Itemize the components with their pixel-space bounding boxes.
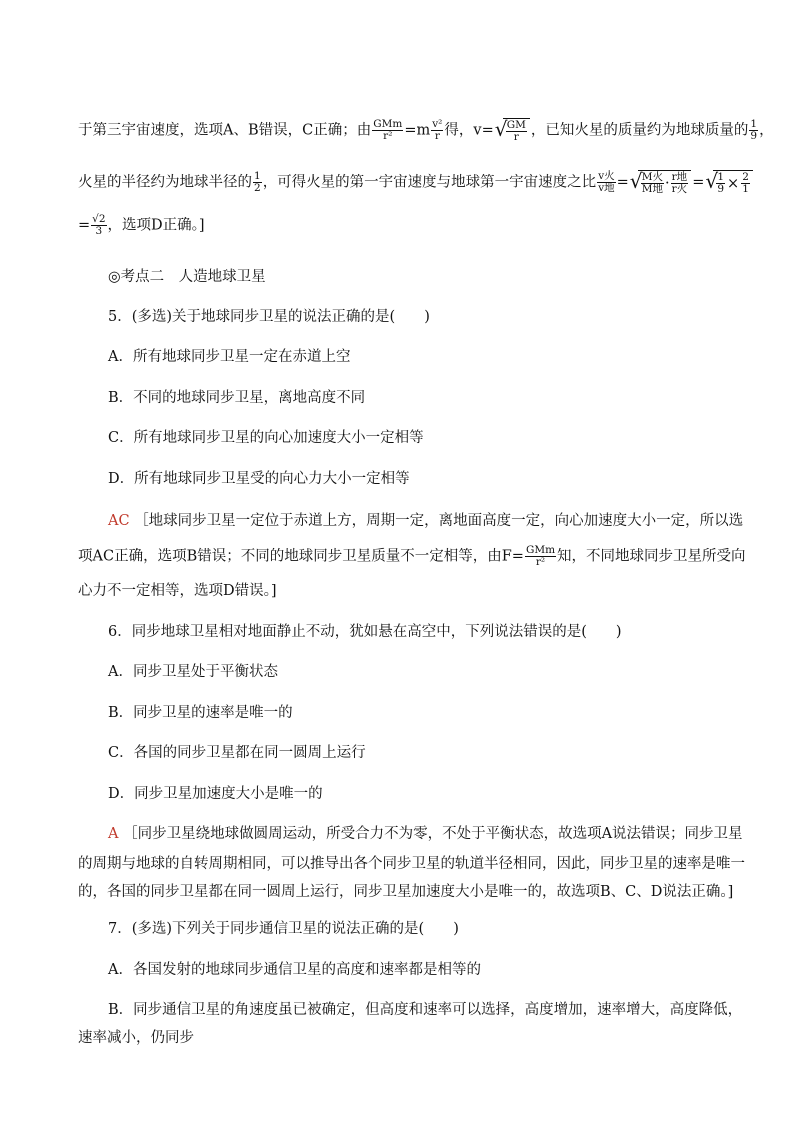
numerator: √2: [92, 213, 106, 225]
fraction: [741, 172, 750, 195]
square-root: √ $\frac{1}{9}$ × $\frac{2}{1}$: [705, 170, 753, 195]
question-6-option-a: A．同步卫星处于平衡状态: [108, 664, 278, 680]
numerator: 1: [717, 171, 725, 183]
question-6-stem: 6．同步地球卫星相对地面静止不动，犹如悬在高空中，下列说法错误的是( ): [108, 624, 622, 640]
numerator: GMm: [525, 544, 556, 556]
square-root: √ $\frac{\text{M火}}{\text{M地}}$ · $\frac{\text{r地}}{\text{r火}}$: [630, 170, 691, 195]
denominator: r火: [671, 183, 688, 195]
question-5-stem: 5．(多选)关于地球同步卫星的说法正确的是( ): [108, 309, 430, 325]
text: 知，不同地球同步卫星所受向: [557, 548, 746, 565]
question-5-explanation-line-1: [108, 510, 744, 532]
fraction: [506, 120, 527, 143]
numerator: GMm: [373, 118, 403, 130]
text: ，已知火星的质量约为地球质量的: [530, 122, 749, 139]
denominator: M地: [641, 183, 664, 195]
text: =: [692, 174, 705, 191]
text: 项AC正确，选项B错误；不同的地球同步卫星质量不一定相等，由F=: [78, 548, 524, 565]
question-6-option-d: D．同步卫星加速度大小是唯一的: [108, 786, 323, 802]
text: 于第三宇宙速度，选项A、B错误，C正确；由: [78, 122, 372, 139]
section-title: ◎考点二 人造地球卫星: [108, 269, 266, 285]
text: ［地球同步卫星一定位于赤道上方，周期一定，离地面高度一定，向心加速度大小一定，所以选: [134, 513, 744, 529]
solution-line-2: [78, 169, 749, 195]
question-5-option-b: B．不同的地球同步卫星，离地高度不同: [108, 390, 366, 406]
fraction: [749, 119, 758, 142]
solution-line-3: [78, 214, 734, 237]
answer-label: A: [108, 826, 119, 842]
denominator: 2: [254, 182, 261, 194]
denominator: 9: [717, 183, 725, 195]
question-5-option-a: A．所有地球同步卫星一定在赤道上空: [108, 349, 351, 365]
text: ，选项D正确。]: [107, 217, 205, 234]
numerator: v火: [598, 170, 615, 182]
question-6-explanation-line-1: [108, 823, 743, 845]
numerator: 2: [742, 171, 749, 183]
denominator: r: [434, 130, 440, 142]
denominator: 1: [742, 183, 749, 195]
square-root: √ $\frac{GM}{r}$: [495, 118, 530, 143]
numerator: v²: [432, 118, 443, 130]
numerator: 1: [254, 170, 261, 182]
fraction: [597, 171, 615, 194]
question-5-option-d: D．所有地球同步卫星受的向心力大小一定相等: [108, 471, 410, 487]
fraction: [671, 172, 689, 195]
numerator: r地: [671, 171, 688, 183]
denominator: v地: [598, 182, 615, 194]
fraction: [91, 214, 106, 237]
question-7-stem: 7．(多选)下列关于同步通信卫星的说法正确的是( ): [108, 921, 459, 937]
text: ·: [665, 175, 670, 192]
text: ×: [727, 175, 740, 192]
text: =m: [404, 122, 431, 139]
denominator: 3: [95, 225, 103, 237]
denominator: 9: [750, 130, 758, 142]
denominator: r²: [535, 556, 546, 568]
denominator: r: [513, 131, 519, 143]
question-7-option-b: B．同步通信卫星的角速度虽已被确定，但高度和速率可以选择，高度增加，速率增大，高度降低，: [108, 1002, 743, 1018]
text: ，可得火星的第一宇宙速度与地球第一宇宙速度之比: [262, 174, 597, 191]
question-5-explanation-line-2: [78, 544, 746, 568]
fraction: [372, 119, 403, 142]
question-6-option-b: B．同步卫星的速率是唯一的: [108, 705, 293, 721]
question-5-option-c: C．所有地球同步卫星的向心加速度大小一定相等: [108, 430, 424, 446]
question-6-explanation-line-3: 的，各国的同步卫星都在同一圆周上运行，同步卫星加速度大小是唯一的，故选项B、C、D说法正确。]: [78, 884, 734, 900]
fraction: [431, 119, 443, 142]
numerator: 1: [750, 118, 758, 130]
text: ［同步卫星绕地球做圆周运动，所受合力不为零，不处于平衡状态，故选项A说法错误；同步卫星: [123, 826, 743, 842]
fraction: [525, 545, 556, 568]
question-6-option-c: C．各国的同步卫星都在同一圆周上运行: [108, 745, 366, 761]
question-7-option-a: A．各国发射的地球同步通信卫星的高度和速率都是相等的: [108, 962, 481, 978]
solution-line-1: [78, 117, 774, 143]
denominator: r²: [383, 130, 393, 142]
text: =: [616, 174, 629, 191]
fraction: [641, 172, 664, 195]
text: 火星的半径约为地球半径的: [78, 174, 252, 191]
answer-label: AC: [108, 513, 130, 529]
question-6-explanation-line-2: 的周期与地球的自转周期相同，可以推导出各个同步卫星的轨道半径相同，因此，同步卫星的速率是唯一: [78, 856, 745, 872]
text: ，: [759, 122, 774, 139]
text: 得，v=: [444, 122, 494, 139]
question-5-explanation-line-3: 心力不一定相等，选项D错误。]: [78, 583, 277, 599]
numerator: GM: [506, 119, 526, 131]
fraction: [253, 171, 262, 194]
numerator: M火: [641, 171, 664, 183]
question-7-option-b-continued: 速率减小，仍同步: [78, 1030, 194, 1046]
text: =: [78, 217, 91, 234]
